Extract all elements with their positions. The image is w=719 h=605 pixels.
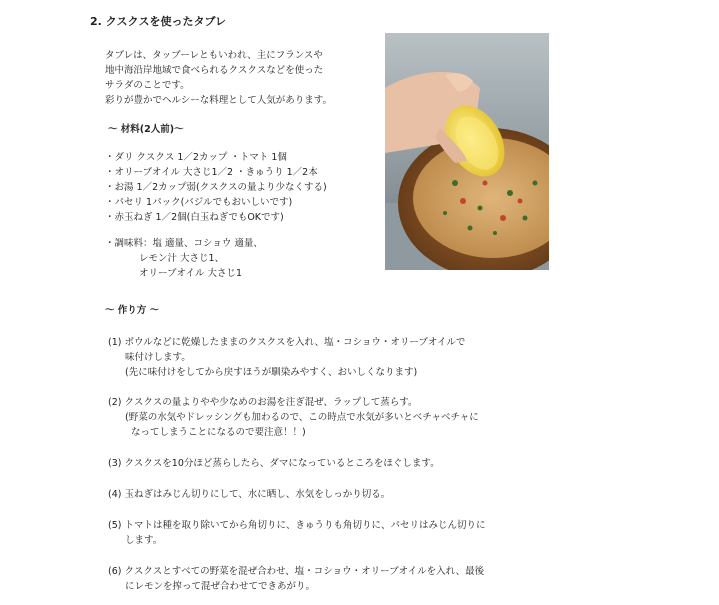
- step-line: (野菜の水気やドレッシングも加わるので、この時点で水気が多いとベチャベチャに: [125, 412, 479, 423]
- step-line: (6) クスクスとすべての野菜を混ぜ合わせ、塩・コショウ・オリーブオイルを入れ、最後: [108, 566, 485, 577]
- ingredient-item: ・赤玉ねぎ 1／2個(白玉ねぎでもOKです): [105, 212, 284, 223]
- step-line: (4) 玉ねぎはみじん切りにして、水に晒し、水気をしっかり切る。: [108, 489, 391, 500]
- couscous-salad-photo: [385, 33, 549, 270]
- ingredient-item: ・お湯 1／2カップ弱(クスクスの量より少なくする): [105, 182, 327, 193]
- step-line: (5) トマトは種を取り除いてから角切りに、きゅうりも角切りに、パセリはみじん切りに: [108, 520, 486, 531]
- step-line: にレモンを搾って混ぜ合わせてできあがり。: [125, 581, 316, 592]
- seasoning-line: オリーブオイル 大さじ1: [139, 268, 243, 279]
- seasoning-line: ・調味料：塩 適量、コショウ 適量、: [105, 238, 263, 249]
- step-line: します。: [125, 535, 163, 546]
- ingredient-item: ・ダリ クスクス 1／2カップ ・トマト 1個: [105, 152, 287, 163]
- intro-line: 彩りが豊かでヘルシーな料理として人気があります。: [105, 95, 333, 106]
- intro-line: タブレは、タッブーレともいわれ、主にフランスや: [105, 50, 323, 61]
- ingredient-item: ・オリーブオイル 大さじ1／2 ・きゅうり 1／2本: [105, 167, 318, 178]
- section-title: 2. クスクスを使ったタブレ: [90, 15, 227, 28]
- seasoning-line: レモン汁 大さじ1、: [139, 253, 225, 264]
- step-line: なってしまうことになるので要注意！！): [131, 427, 306, 438]
- step-line: (1) ボウルなどに乾燥したままのクスクスを入れ、塩・コショウ・オリーブオイルで: [108, 337, 466, 348]
- intro-line: 地中海沿岸地域で食べられるクスクスなどを使った: [105, 65, 324, 76]
- ingredients-heading: ～ 材料(2人前)～: [108, 124, 184, 135]
- intro-line: サラダのことです。: [105, 80, 190, 91]
- method-heading: ～ 作り方 ～: [105, 305, 160, 316]
- step-line: (先に味付けをしてから戻すほうが馴染みやすく、おいしくなります): [125, 367, 418, 378]
- step-line: (2) クスクスの量よりやや少なめのお湯を注ぎ混ぜ、ラップして蒸らす。: [108, 397, 418, 408]
- step-line: 味付けします。: [125, 352, 191, 363]
- step-line: (3) クスクスを10分ほど蒸らしたら、ダマになっているところをほぐします。: [108, 458, 440, 469]
- ingredient-item: ・パセリ 1パック(バジルでもおいしいです): [105, 197, 293, 208]
